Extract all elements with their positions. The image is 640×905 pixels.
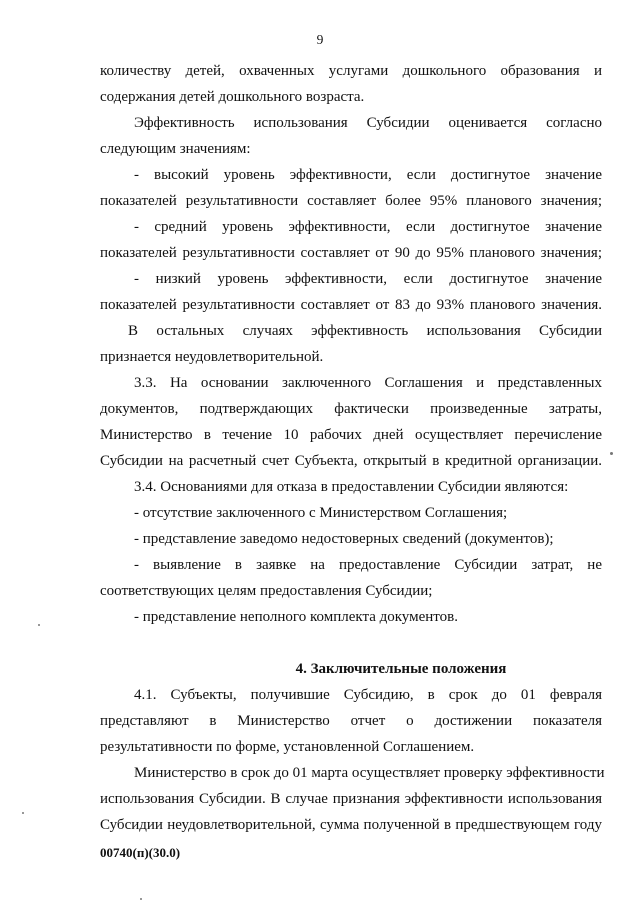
document-body [100,58,605,838]
text-line: результативности по форме, установленной Соглашением. [100,739,475,755]
scan-speck [38,624,40,626]
text-line: представляют в Министерство отчет о достижении показателя [100,713,602,729]
text-line: соответствующих целям предоставления Субсидии; [100,583,433,599]
text-line: - высокий уровень эффективности, если достигнутое значение [134,167,602,183]
scan-speck [22,812,24,814]
scan-speck [140,898,142,900]
text-line: Министерство в срок до 01 марта осуществляет проверку эффективности [134,765,605,781]
text-line: - выявление в заявке на предоставление Субсидии затрат, не [134,557,602,573]
text-line: - представление неполного комплекта документов. [134,609,458,625]
section-heading: 4. Заключительные положения [295,661,507,677]
document-code: 00740(п)(30.0) [100,845,181,860]
text-line: - низкий уровень эффективности, если достигнутое значение [134,271,602,287]
text-line: - отсутствие заключенного с Министерством Соглашения; [134,505,508,521]
text-line: использования Субсидии. В случае признания эффективности использования [100,791,602,807]
text-line: Министерство в течение 10 рабочих дней осуществляет перечисление [100,427,602,443]
text-line: Субсидии на расчетный счет Субъекта, открытый в кредитной организации. [100,453,602,469]
text-line: Субсидии неудовлетворительной, сумма полученной в предшествующем году [100,817,602,833]
text-line: 3.4. Основаниями для отказа в предоставлении Субсидии являются: [134,479,569,495]
text-line: 3.3. На основании заключенного Соглашения и представленных [134,375,602,391]
text-line: признается неудовлетворительной. [100,349,324,365]
text-line: 4.1. Субъекты, получившие Субсидию, в срок до 01 февраля [134,687,602,703]
scan-speck [610,452,613,455]
text-line: количеству детей, охваченных услугами дошкольного образования и [100,63,602,79]
page-number: 9 [316,32,324,47]
text-line: документов, подтверждающих фактически произведенные затраты, [100,401,602,417]
text-line: показателей результативности составляет от 90 до 95% планового значения; [100,245,602,261]
text-line: следующим значениям: [100,141,251,157]
text-line: В остальных случаях эффективность использования Субсидии [128,323,602,339]
text-line: показателей результативности составляет более 95% планового значения; [100,193,602,209]
text-line: Эффективность использования Субсидии оценивается согласно [134,115,602,131]
text-line: - средний уровень эффективности, если достигнутое значение [134,219,602,235]
text-line: содержания детей дошкольного возраста. [100,89,365,105]
text-line: - представление заведомо недостоверных сведений (документов); [134,531,554,547]
text-line: показателей результативности составляет от 83 до 93% планового значения. [100,297,602,313]
